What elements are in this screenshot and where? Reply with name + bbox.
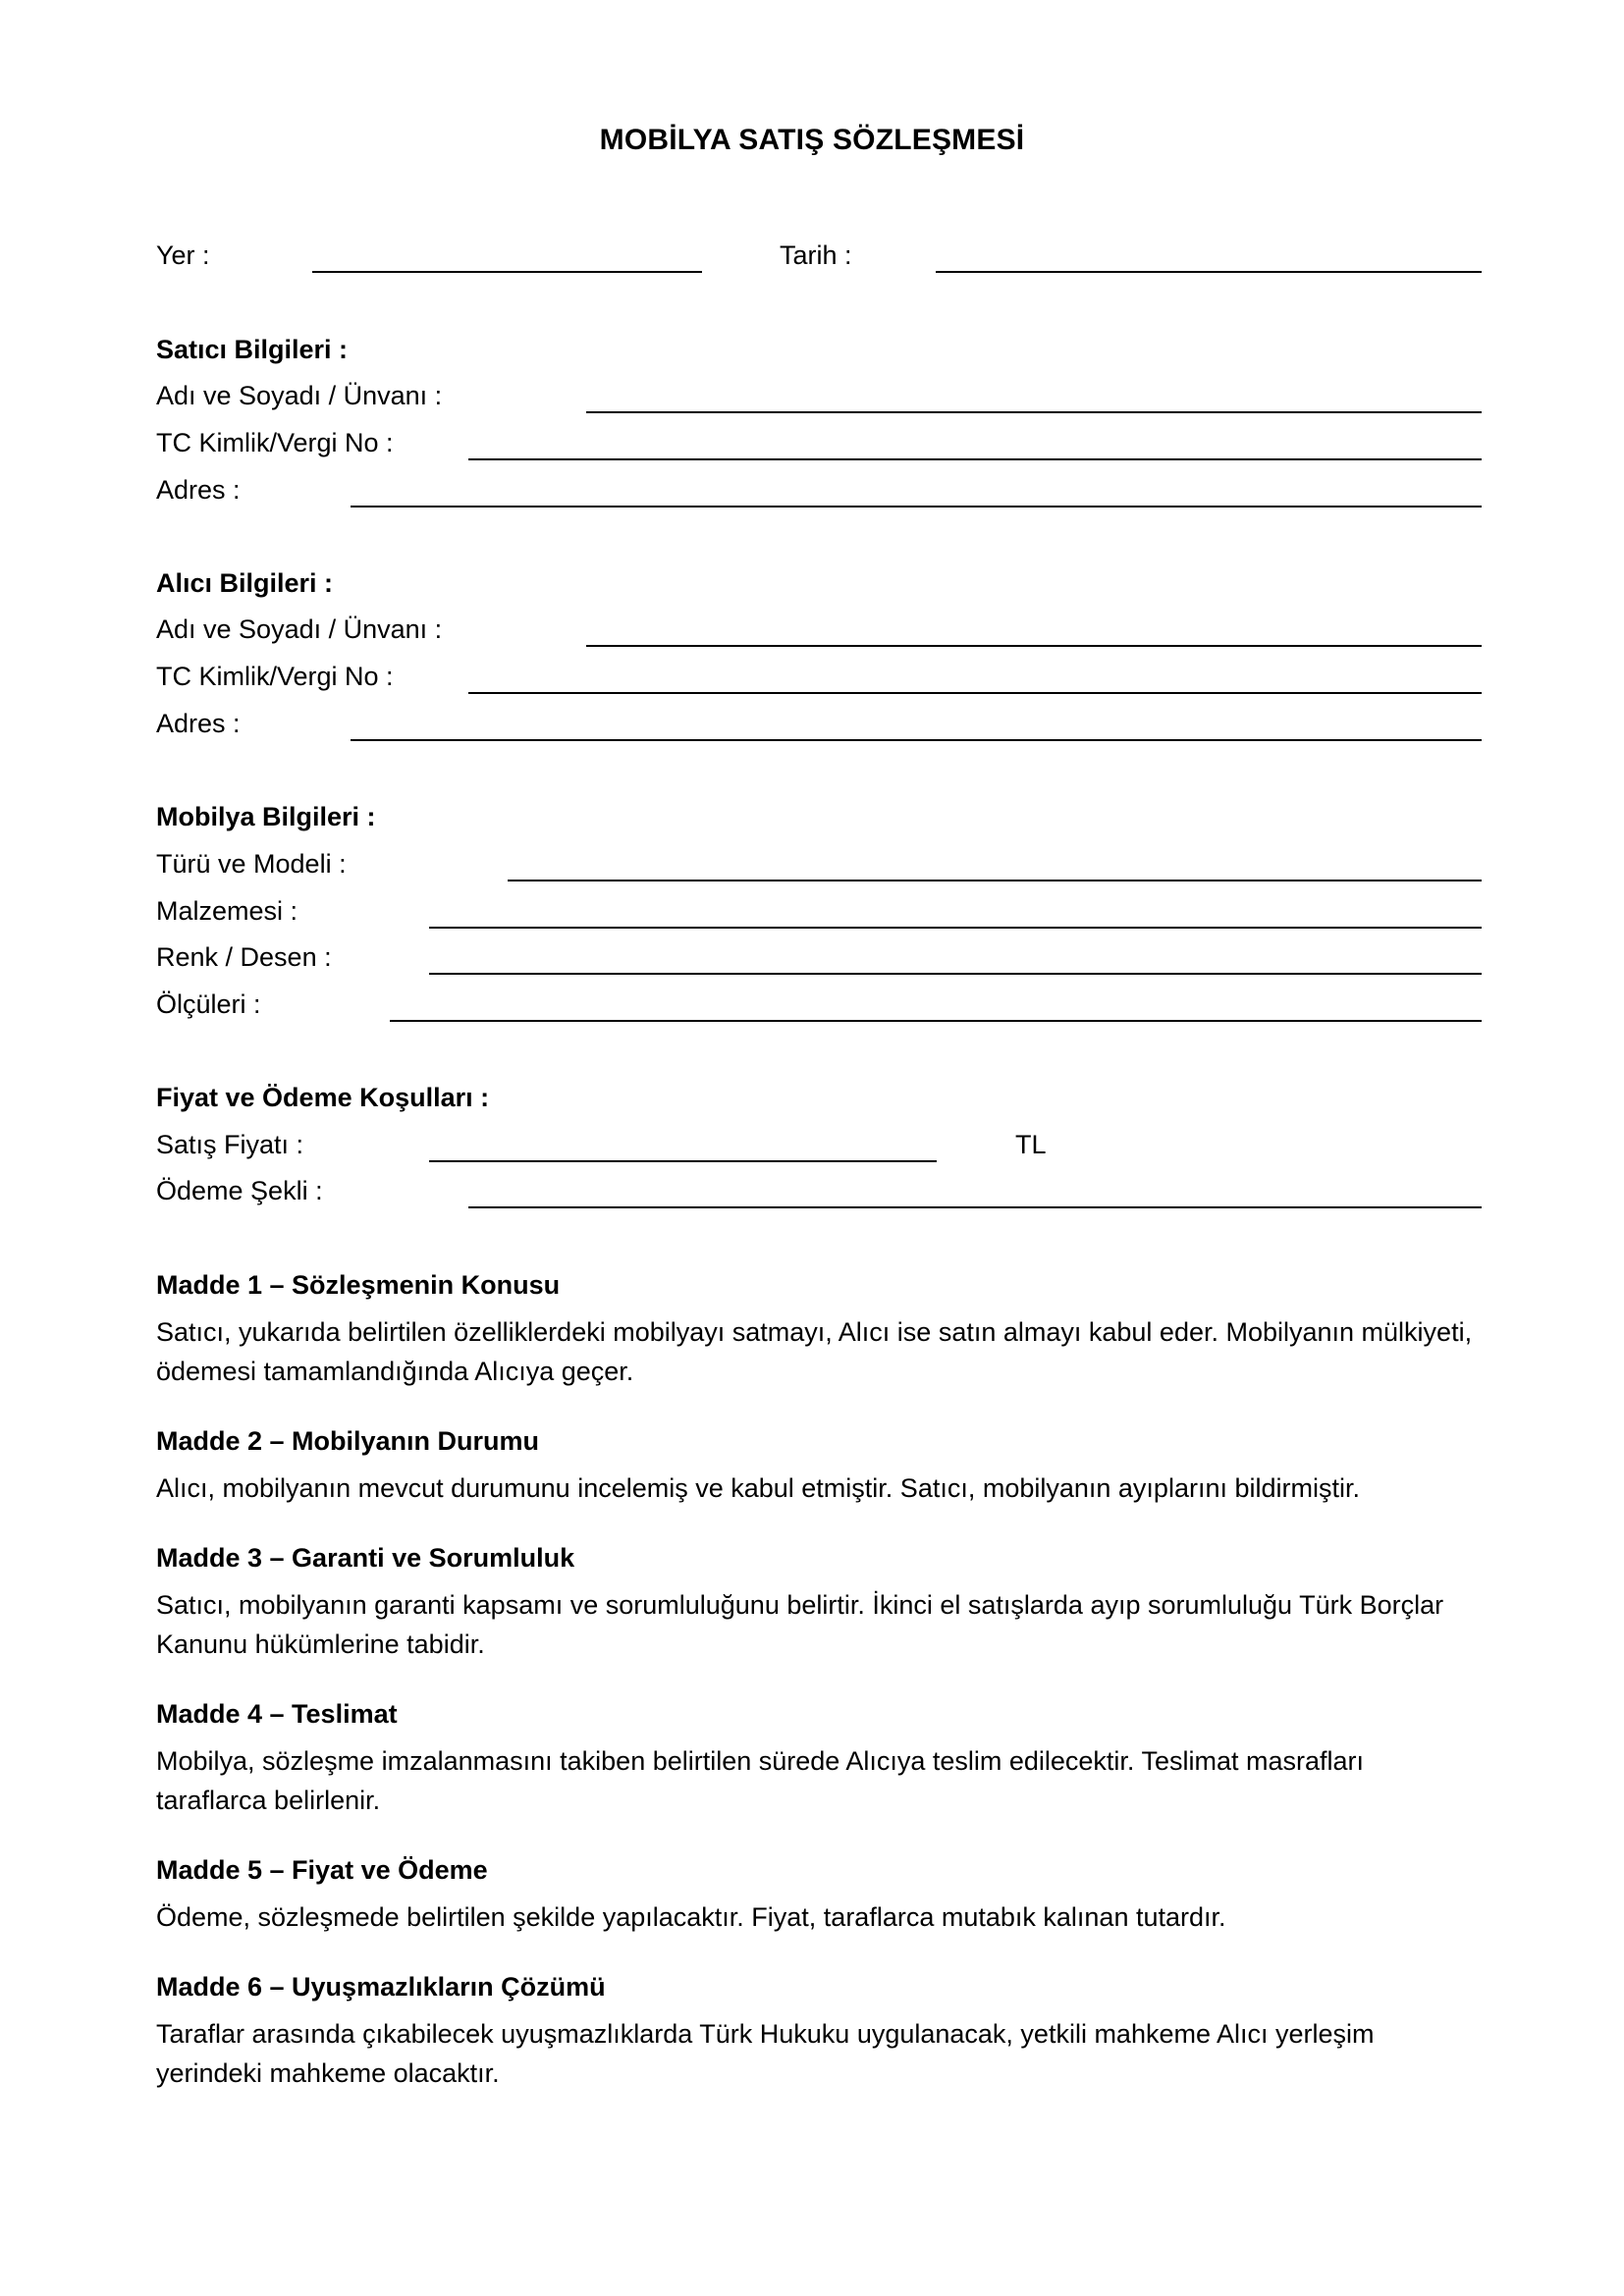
price-label: Satış Fiyatı : <box>156 1130 304 1159</box>
buyer-address-field[interactable] <box>351 739 1482 741</box>
furniture-size-field[interactable] <box>390 1020 1482 1022</box>
article-2-text: Alıcı, mobilyanın mevcut durumunu incelemiş ve kabul etmiştir. Satıcı, mobilyanın ayıplarını bildirmiştir. <box>156 1473 1360 1503</box>
article-1-text: Satıcı, yukarıda belirtilen özelliklerdeki mobilyayı satmayı, Alıcı ise satın almayı kabul eder. Mobilyanın mülkiyeti, ödemesi tamamlandığında Alıcıya geçer. <box>156 1317 1473 1386</box>
seller-address-label: Adres : <box>156 475 241 505</box>
furniture-heading: Mobilya Bilgileri : <box>156 802 376 831</box>
buyer-id-label: TC Kimlik/Vergi No : <box>156 662 394 691</box>
price-field[interactable] <box>429 1160 937 1162</box>
buyer-heading: Alıcı Bilgileri : <box>156 568 334 598</box>
furniture-type-field[interactable] <box>508 880 1482 881</box>
article-3-text: Satıcı, mobilyanın garanti kapsamı ve sorumluluğunu belirtir. İkinci el satışlarda ayıp sorumluluğu Türk Borçlar Kanunu hükümlerine tabidir. <box>156 1590 1444 1659</box>
place-label: Yer : <box>156 240 210 270</box>
payment-method-label: Ödeme Şekli : <box>156 1176 323 1205</box>
seller-id-label: TC Kimlik/Vergi No : <box>156 428 394 457</box>
furniture-size-label: Ölçüleri : <box>156 989 261 1019</box>
article-5-text: Ödeme, sözleşmede belirtilen şekilde yapılacaktır. Fiyat, taraflarca mutabık kalınan tutardır. <box>156 1902 1226 1932</box>
article-2-heading: Madde 2 – Mobilyanın Durumu <box>156 1426 540 1456</box>
place-field[interactable] <box>312 271 702 273</box>
article-6-heading: Madde 6 – Uyuşmazlıkların Çözümü <box>156 1972 606 2002</box>
seller-name-label: Adı ve Soyadı / Ünvanı : <box>156 381 443 410</box>
furniture-color-label: Renk / Desen : <box>156 942 332 972</box>
article-4-heading: Madde 4 – Teslimat <box>156 1699 398 1729</box>
buyer-name-field[interactable] <box>586 645 1482 647</box>
payment-method-field[interactable] <box>468 1206 1482 1208</box>
currency-label: TL <box>1015 1130 1047 1159</box>
seller-name-field[interactable] <box>586 411 1482 413</box>
date-field[interactable] <box>936 271 1482 273</box>
article-4-text: Mobilya, sözleşme imzalanmasını takiben belirtilen sürede Alıcıya teslim edilecektir. Teslimat masrafları taraflarca belirlenir. <box>156 1746 1364 1815</box>
article-3-heading: Madde 3 – Garanti ve Sorumluluk <box>156 1543 575 1573</box>
furniture-color-field[interactable] <box>429 973 1482 975</box>
article-1-heading: Madde 1 – Sözleşmenin Konusu <box>156 1270 561 1300</box>
article-5-heading: Madde 5 – Fiyat ve Ödeme <box>156 1855 488 1885</box>
furniture-material-label: Malzemesi : <box>156 896 298 926</box>
furniture-material-field[interactable] <box>429 927 1482 929</box>
date-label: Tarih : <box>780 240 852 270</box>
seller-id-field[interactable] <box>468 458 1482 460</box>
seller-address-field[interactable] <box>351 506 1482 507</box>
buyer-address-label: Adres : <box>156 709 241 738</box>
page-title: MOBİLYA SATIŞ SÖZLEŞMESİ <box>599 124 1025 156</box>
furniture-type-label: Türü ve Modeli : <box>156 849 347 879</box>
payment-heading: Fiyat ve Ödeme Koşulları : <box>156 1083 490 1112</box>
buyer-id-field[interactable] <box>468 692 1482 694</box>
buyer-name-label: Adı ve Soyadı / Ünvanı : <box>156 614 443 644</box>
article-6-text: Taraflar arasında çıkabilecek uyuşmazlıklarda Türk Hukuku uygulanacak, yetkili mahkeme Alıcı yerleşim yerindeki mahkeme olacaktır. <box>156 2019 1375 2088</box>
seller-heading: Satıcı Bilgileri : <box>156 335 349 364</box>
